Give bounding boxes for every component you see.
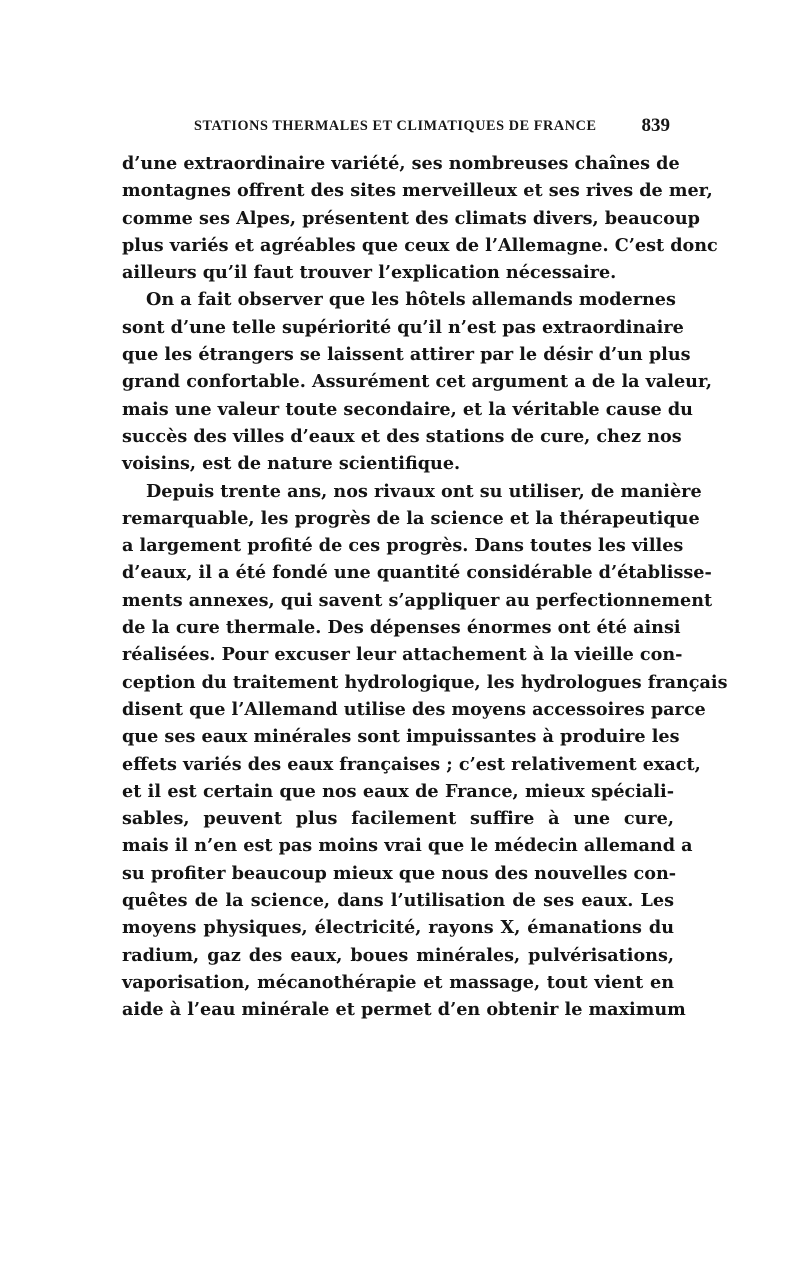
running-header [122, 114, 674, 142]
paragraph-start-line: Depuis trente ans, nos rivaux ont su utiliser, de manière [146, 480, 702, 502]
text-line: d’une extraordinaire variété, ses nombreuses chaînes de [122, 153, 680, 174]
text-line: réalisées. Pour excuser leur attachement à la vieille con- [122, 644, 683, 666]
text-line: ception du traitement hydrologique, les hydrologues français [122, 671, 728, 693]
text-line: grand confortable. Assurément cet argument a de la valeur, [122, 371, 713, 393]
text-line: que les étrangers se laissent attirer par le désir d’un plus [122, 344, 691, 366]
text-line: quêtes de la science, dans l’utilisation de ses eaux. Les [122, 890, 674, 912]
text-line: ments annexes, qui savent s’appliquer au perfectionnement [122, 589, 713, 611]
text-line: sont d’une telle supériorité qu’il n’est pas extraordinaire [122, 316, 684, 338]
text-line: remarquable, les progrès de la science et la thérapeutique [122, 507, 700, 529]
text-line: radium, gaz des eaux, boues minérales, pulvérisations, [122, 944, 674, 966]
text-line: de la cure thermale. Des dépenses énormes ont été ainsi [122, 617, 681, 639]
text-line: su profiter beaucoup mieux que nous des nouvelles con- [122, 862, 677, 884]
text-line: ailleurs qu’il faut trouver l’explication nécessaire. [122, 262, 617, 284]
body-text [122, 150, 728, 1024]
text-line: aide à l’eau minérale et permet d’en obtenir le maximum [122, 999, 686, 1021]
text-line: montagnes offrent des sites merveilleux et ses rives de mer, [122, 180, 713, 202]
page-number: 839 [641, 115, 670, 136]
text-line: que ses eaux minérales sont impuissantes à produire les [122, 726, 680, 748]
text-line: vaporisation, mécanothérapie et massage, tout vient en [122, 971, 674, 993]
running-title: STATIONS THERMALES ET CLIMATIQUES DE FRANCE [194, 118, 597, 134]
text-line: voisins, est de nature scientifique. [122, 453, 461, 475]
text-line: sables, peuvent plus facilement suffire à une cure, [122, 808, 674, 830]
paragraph-start-line: On a fait observer que les hôtels allemands modernes [146, 289, 676, 311]
text-line: a largement profité de ces progrès. Dans toutes les villes [122, 535, 684, 557]
text-line: plus variés et agréables que ceux de l’Allemagne. C’est donc [122, 234, 718, 256]
text-line: mais il n’en est pas moins vrai que le médecin allemand a [122, 835, 693, 857]
text-line: et il est certain que nos eaux de France, mieux spéciali- [122, 780, 674, 802]
text-line: succès des villes d’eaux et des stations de cure, chez nos [122, 425, 682, 447]
text-line: mais une valeur toute secondaire, et la véritable cause du [122, 398, 693, 420]
text-line: effets variés des eaux françaises ; c’est relativement exact, [122, 753, 701, 775]
text-line: d’eaux, il a été fondé une quantité considérable d’établisse- [122, 562, 712, 584]
text-line: moyens physiques, électricité, rayons X, émanations du [122, 917, 674, 939]
text-line: disent que l’Allemand utilise des moyens accessoires parce [122, 698, 706, 720]
text-line: comme ses Alpes, présentent des climats divers, beaucoup [122, 207, 700, 229]
